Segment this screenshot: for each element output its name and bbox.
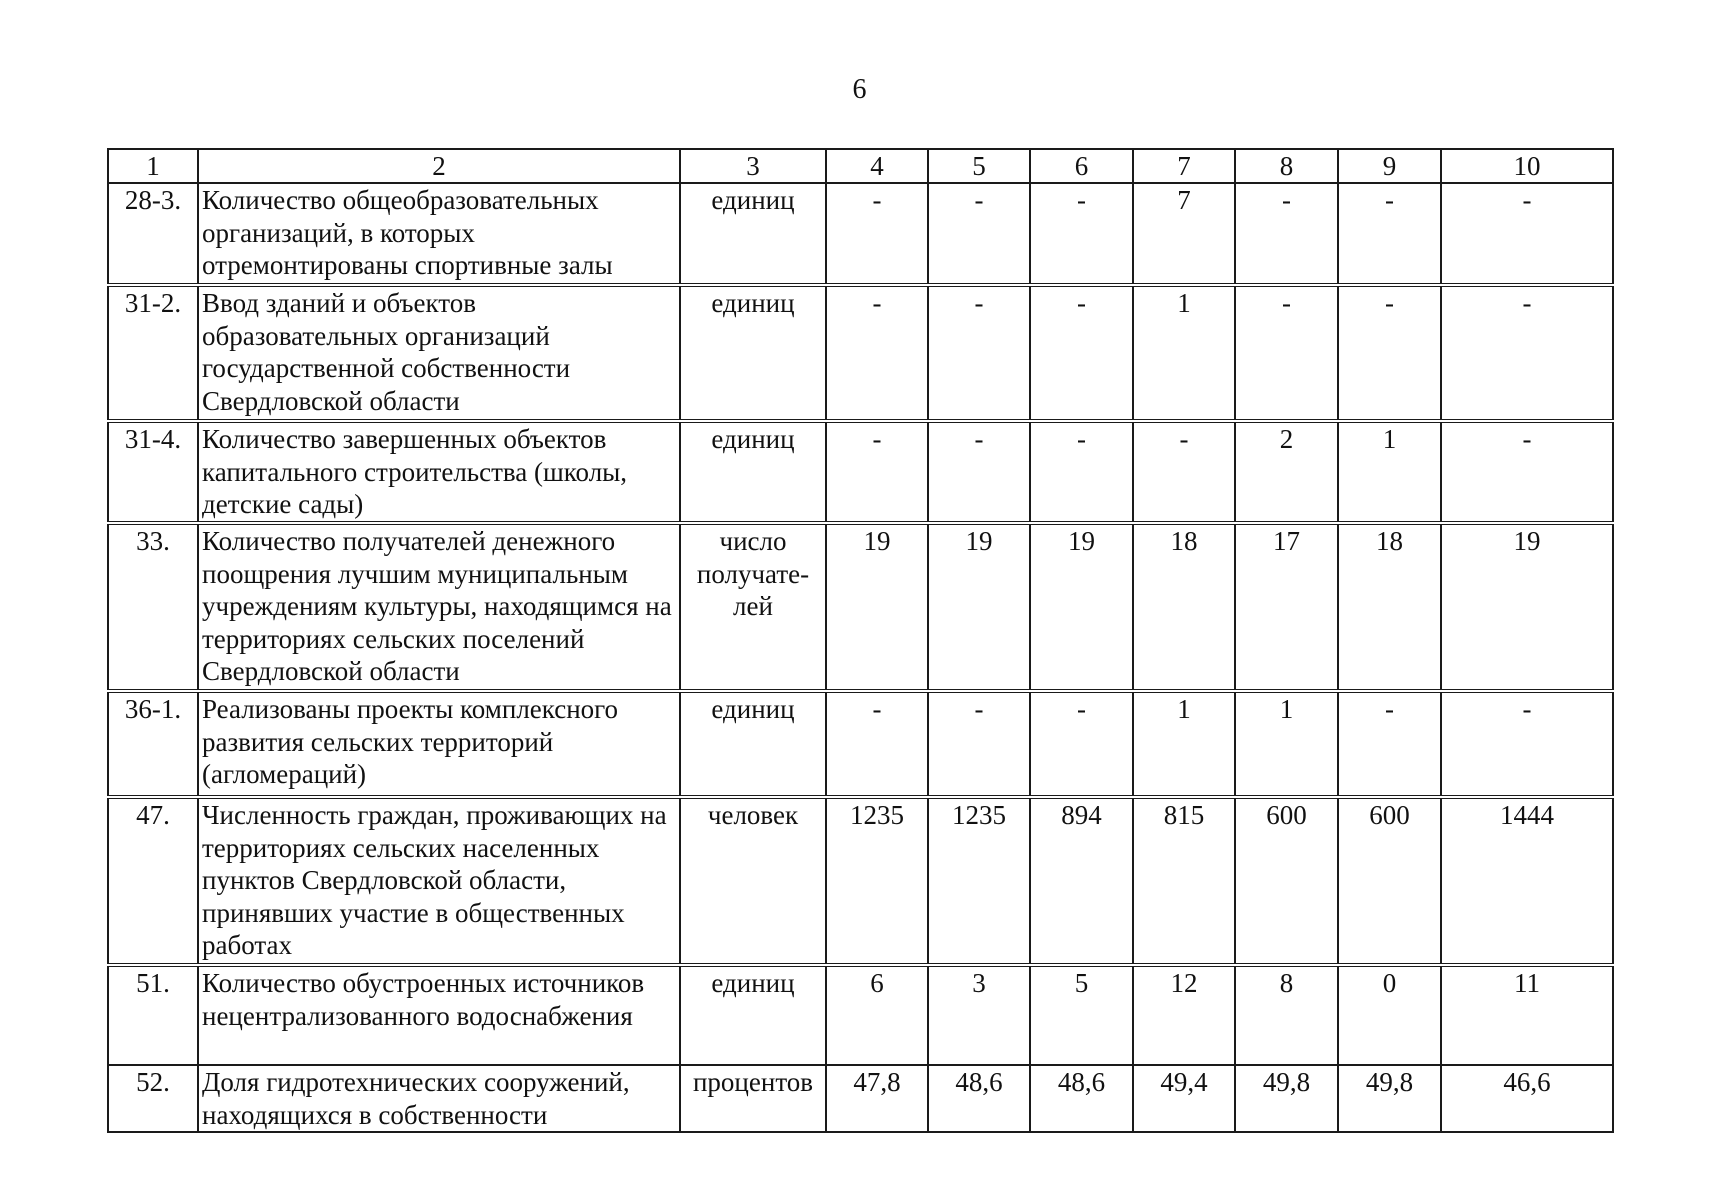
indicator-name: Реализованы проекты комплексного развития сельских территорий (агломераций) <box>198 691 680 797</box>
value-cell: 46,6 <box>1441 1065 1613 1132</box>
indicator-name: Численность граждан, проживающих на территориях сельских населенных пунктов Свердловской области, принявших участие в общественных работах <box>198 797 680 965</box>
value-cell: 49,4 <box>1133 1065 1235 1132</box>
table-row <box>108 183 1613 285</box>
value-cell: 11 <box>1441 965 1613 1065</box>
value-cell: - <box>1030 183 1133 285</box>
value-cell: 894 <box>1030 797 1133 965</box>
value-cell: - <box>928 285 1030 421</box>
table-row <box>108 691 1613 797</box>
value-cell: 600 <box>1338 797 1441 965</box>
value-cell: 48,6 <box>928 1065 1030 1132</box>
column-header: 4 <box>826 149 928 183</box>
unit-cell: процентов <box>680 1065 826 1132</box>
value-cell: 47,8 <box>826 1065 928 1132</box>
value-cell: - <box>1338 183 1441 285</box>
value-cell: 17 <box>1235 523 1338 691</box>
table-row <box>108 797 1613 965</box>
row-number: 31-4. <box>108 421 198 523</box>
value-cell: - <box>1133 421 1235 523</box>
row-number: 31-2. <box>108 285 198 421</box>
unit-cell: единиц <box>680 183 826 285</box>
value-cell: 49,8 <box>1338 1065 1441 1132</box>
column-header: 5 <box>928 149 1030 183</box>
row-number: 52. <box>108 1065 198 1132</box>
value-cell: 1 <box>1338 421 1441 523</box>
value-cell: 1235 <box>826 797 928 965</box>
value-cell: 0 <box>1338 965 1441 1065</box>
table-row <box>108 1065 1613 1132</box>
value-cell: - <box>826 183 928 285</box>
unit-cell: число получате-лей <box>680 523 826 691</box>
row-number: 51. <box>108 965 198 1065</box>
column-header: 9 <box>1338 149 1441 183</box>
table-header-row <box>108 149 1613 183</box>
value-cell: - <box>928 691 1030 797</box>
column-header: 3 <box>680 149 826 183</box>
unit-cell: единиц <box>680 965 826 1065</box>
unit-cell: единиц <box>680 285 826 421</box>
value-cell: 12 <box>1133 965 1235 1065</box>
column-header: 6 <box>1030 149 1133 183</box>
value-cell: - <box>1338 285 1441 421</box>
indicator-name: Количество обустроенных источников нецентрализованного водоснабжения <box>198 965 680 1065</box>
value-cell: 815 <box>1133 797 1235 965</box>
value-cell: - <box>1441 183 1613 285</box>
value-cell: 6 <box>826 965 928 1065</box>
value-cell: 19 <box>1441 523 1613 691</box>
table-row <box>108 965 1613 1065</box>
value-cell: - <box>826 421 928 523</box>
row-number: 36-1. <box>108 691 198 797</box>
value-cell: 600 <box>1235 797 1338 965</box>
value-cell: 1 <box>1133 285 1235 421</box>
value-cell: 49,8 <box>1235 1065 1338 1132</box>
unit-cell: единиц <box>680 691 826 797</box>
value-cell: 18 <box>1338 523 1441 691</box>
value-cell: 19 <box>928 523 1030 691</box>
unit-cell: единиц <box>680 421 826 523</box>
value-cell: 19 <box>1030 523 1133 691</box>
indicator-name: Ввод зданий и объектов образовательных организаций государственной собственности Свердловской области <box>198 285 680 421</box>
column-header: 1 <box>108 149 198 183</box>
value-cell: - <box>826 691 928 797</box>
column-header: 10 <box>1441 149 1613 183</box>
indicator-name: Количество завершенных объектов капитального строительства (школы, детские сады) <box>198 421 680 523</box>
value-cell: 1 <box>1133 691 1235 797</box>
value-cell: 3 <box>928 965 1030 1065</box>
row-number: 47. <box>108 797 198 965</box>
value-cell: 2 <box>1235 421 1338 523</box>
value-cell: - <box>1441 421 1613 523</box>
column-header: 2 <box>198 149 680 183</box>
value-cell: 1444 <box>1441 797 1613 965</box>
indicator-name: Доля гидротехнических сооружений, находящихся в собственности <box>198 1065 680 1132</box>
value-cell: 19 <box>826 523 928 691</box>
value-cell: - <box>1030 421 1133 523</box>
value-cell: - <box>928 183 1030 285</box>
value-cell: - <box>1338 691 1441 797</box>
value-cell: 18 <box>1133 523 1235 691</box>
value-cell: - <box>1441 285 1613 421</box>
indicator-name: Количество общеобразовательных организаций, в которых отремонтированы спортивные залы <box>198 183 680 285</box>
value-cell: 7 <box>1133 183 1235 285</box>
value-cell: 8 <box>1235 965 1338 1065</box>
table-row <box>108 421 1613 523</box>
row-number: 28-3. <box>108 183 198 285</box>
unit-cell: человек <box>680 797 826 965</box>
value-cell: - <box>1235 285 1338 421</box>
indicators-table <box>107 148 1614 1133</box>
value-cell: - <box>1030 691 1133 797</box>
value-cell: 5 <box>1030 965 1133 1065</box>
value-cell: - <box>1235 183 1338 285</box>
column-header: 7 <box>1133 149 1235 183</box>
value-cell: - <box>928 421 1030 523</box>
value-cell: - <box>826 285 928 421</box>
table-row <box>108 523 1613 691</box>
value-cell: - <box>1441 691 1613 797</box>
table-row <box>108 285 1613 421</box>
value-cell: 1235 <box>928 797 1030 965</box>
column-header: 8 <box>1235 149 1338 183</box>
indicator-name: Количество получателей денежного поощрения лучшим муниципальным учреждениям культуры, находящимся на территориях сельских поселений Свердловской области <box>198 523 680 691</box>
value-cell: 48,6 <box>1030 1065 1133 1132</box>
value-cell: - <box>1030 285 1133 421</box>
value-cell: 1 <box>1235 691 1338 797</box>
row-number: 33. <box>108 523 198 691</box>
page-number: 6 <box>852 74 867 105</box>
